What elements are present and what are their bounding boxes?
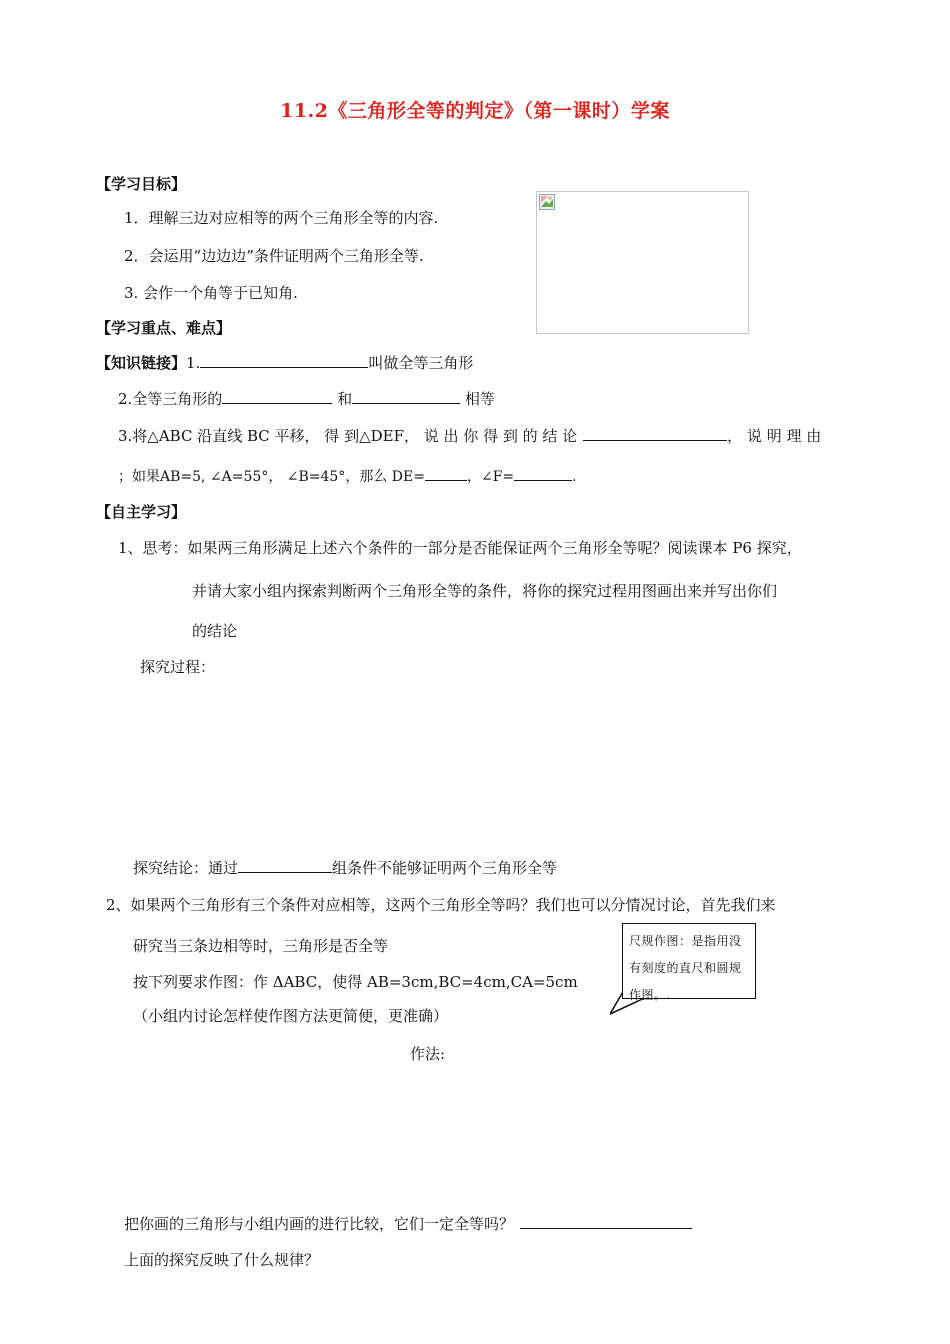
q2-line-1: 2、如果两个三角形有三个条件对应相等，这两个三角形全等吗？我们也可以分情况讨论，首先我们来 bbox=[106, 896, 776, 914]
answer-blank[interactable] bbox=[222, 389, 332, 404]
goal-item-2: 2．会运用“边边边”条件证明两个三角形全等. bbox=[124, 247, 424, 265]
knowledge-q2-mid: 和 bbox=[332, 390, 353, 408]
knowledge-q3-tail: ， 说 明 理 由 bbox=[727, 427, 822, 445]
image-placeholder bbox=[536, 191, 749, 334]
think-line-3: 的结论 bbox=[192, 622, 238, 640]
answer-blank[interactable] bbox=[583, 426, 727, 441]
knowledge-q3-line2-b: ，∠F= bbox=[466, 469, 515, 485]
knowledge-q2-prefix: 2.全等三角形的 bbox=[118, 390, 223, 408]
self-study-heading: 【自主学习】 bbox=[96, 503, 187, 521]
knowledge-q3-line2-a: ；如果AB=5, ∠A=55°， ∠B=45°，那么 DE= bbox=[118, 469, 425, 485]
conclusion-line bbox=[133, 857, 557, 878]
answer-blank[interactable] bbox=[520, 1214, 692, 1229]
broken-image-icon bbox=[539, 194, 555, 210]
answer-blank[interactable] bbox=[200, 353, 368, 368]
q2-line-4: （小组内讨论怎样使作图方法更简便，更准确） bbox=[133, 1007, 449, 1025]
q2-line-2: 研究当三条边相等时，三角形是否全等 bbox=[133, 937, 389, 955]
answer-blank[interactable] bbox=[425, 466, 467, 481]
law-line: 上面的探究反映了什么规律？ bbox=[124, 1251, 320, 1269]
q2-line-3: 按下列要求作图：作 ΔABC，使得 AB=3cm,BC=4cm,CA=5cm bbox=[133, 973, 578, 991]
think-line-2: 并请大家小组内探索判断两个三角形全等的条件，将你的探究过程用图画出来并写出你们 bbox=[192, 582, 778, 600]
answer-blank[interactable] bbox=[514, 466, 572, 481]
knowledge-q2 bbox=[118, 388, 495, 409]
knowledge-q3 bbox=[118, 425, 821, 446]
answer-blank[interactable] bbox=[352, 389, 460, 404]
knowledge-q1 bbox=[96, 352, 473, 373]
knowledge-q3-text: 3.将△ABC 沿直线 BC 平移， 得 到△DEF， 说 出 你 得 到 的 结 论 bbox=[118, 427, 578, 445]
compare-line bbox=[124, 1213, 692, 1234]
knowledge-q3-line2 bbox=[118, 466, 577, 486]
learning-goals-heading: 【学习目标】 bbox=[96, 175, 187, 193]
document-title: 11.2《三角形全等的判定》（第一课时）学案 bbox=[280, 100, 670, 122]
compare-text: 把你画的三角形与小组内画的进行比较，它们一定全等吗？ bbox=[124, 1215, 515, 1233]
answer-blank[interactable] bbox=[238, 858, 332, 873]
method-label: 作法: bbox=[410, 1045, 446, 1063]
key-points-heading: 【学习重点、难点】 bbox=[96, 319, 232, 337]
knowledge-q3-line2-c: . bbox=[572, 469, 577, 485]
conclusion-suffix: 组条件不能够证明两个三角形全等 bbox=[332, 859, 558, 877]
think-line-1: 1、思考：如果两三角形满足上述六个条件的一部分是否能保证两个三角形全等呢？阅读课本 P6 探究， bbox=[118, 539, 802, 557]
goal-item-1: 1．理解三边对应相等的两个三角形全等的内容. bbox=[124, 209, 439, 227]
knowledge-q1-prefix: 1. bbox=[186, 354, 201, 372]
process-label: 探究过程： bbox=[140, 658, 216, 676]
callout-note: 尺规作图：是指用没有刻度的直尺和圆规作图。. bbox=[622, 923, 756, 999]
knowledge-q2-suffix: 相等 bbox=[460, 390, 495, 408]
knowledge-q1-suffix: 叫做全等三角形 bbox=[368, 354, 474, 372]
knowledge-heading: 【知识链接】 bbox=[96, 354, 187, 372]
conclusion-prefix: 探究结论：通过 bbox=[133, 859, 239, 877]
goal-item-3: 3. 会作一个角等于已知角. bbox=[124, 284, 298, 302]
